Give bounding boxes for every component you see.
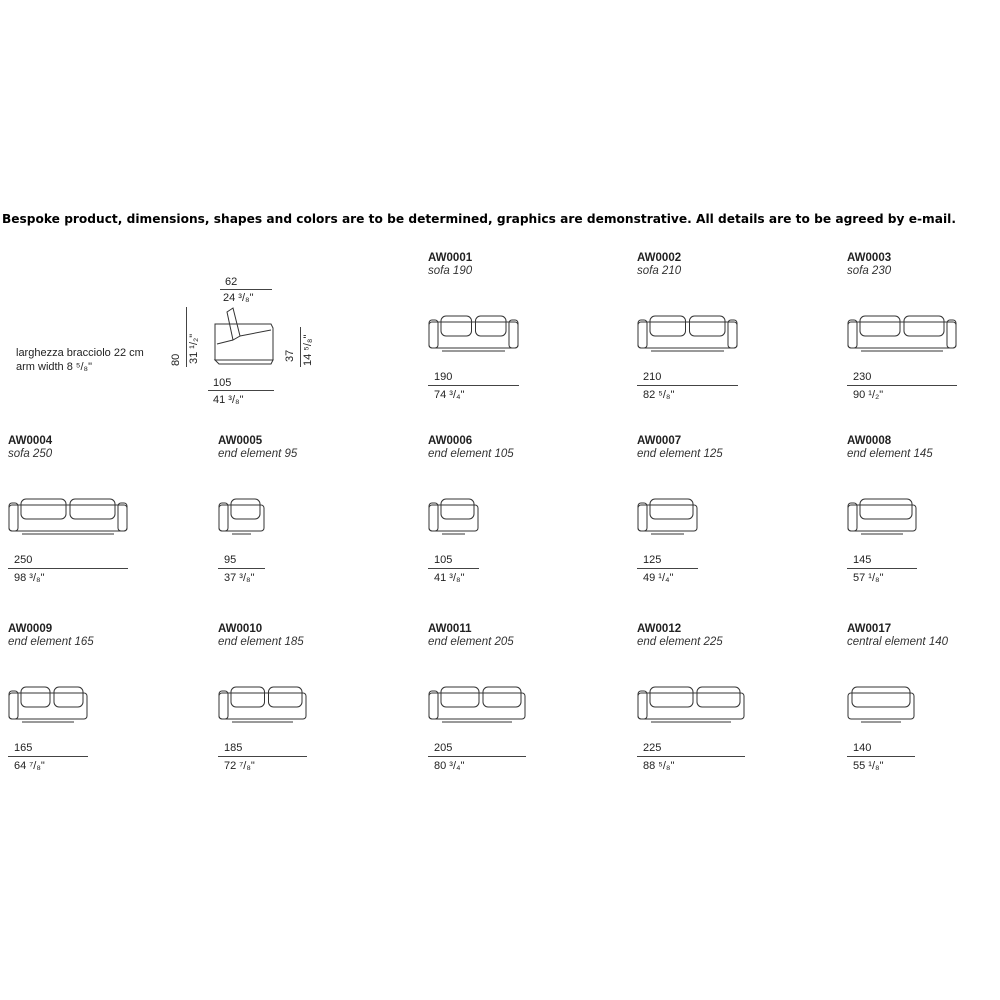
- element-code: AW0012: [637, 623, 682, 635]
- disclaimer-notice: Bespoke product, dimensions, shapes and colors are to be determined, graphics are demonstrative. All details are to be agreed by e-mail.: [2, 212, 956, 226]
- element-description: end element 205: [428, 636, 514, 648]
- element-description: end element 105: [428, 448, 514, 460]
- back-cushion: [650, 687, 693, 707]
- height-in: 31 ¹/₂": [188, 333, 200, 364]
- back-cushion: [690, 316, 726, 336]
- sofa-drawing: [428, 671, 528, 731]
- sofa-drawing: [637, 483, 700, 543]
- arm-width-en: arm width 8 ⁵/₈": [16, 361, 92, 373]
- depth-line: [220, 289, 272, 290]
- element-code: AW0003: [847, 252, 892, 264]
- width-cm: 205: [434, 742, 453, 754]
- back-cm: 105: [213, 377, 232, 389]
- element-cell: [637, 252, 837, 422]
- element-cell: [218, 435, 418, 605]
- back-cushion: [231, 687, 265, 707]
- back-cushion: [852, 687, 910, 707]
- element-cell: [847, 435, 1000, 605]
- back-cushion: [860, 499, 912, 519]
- element-code: AW0011: [428, 623, 472, 635]
- sofa-body: [848, 322, 956, 348]
- sofa-drawing: [847, 671, 917, 731]
- left-arm: [219, 691, 228, 719]
- element-code: AW0017: [847, 623, 892, 635]
- back-cushion: [860, 316, 900, 336]
- element-description: end element 225: [637, 636, 723, 648]
- element-description: end element 145: [847, 448, 933, 460]
- back-line: [208, 390, 274, 391]
- element-code: AW0009: [8, 623, 53, 635]
- left-arm: [848, 503, 857, 531]
- element-description: sofa 210: [637, 265, 682, 277]
- width-inches: 72 ⁷/₈": [224, 760, 255, 772]
- width-cm: 140: [853, 742, 872, 754]
- back-cushion: [269, 687, 303, 707]
- sofa-drawing: [8, 483, 130, 543]
- element-code: AW0008: [847, 435, 892, 447]
- element-cell: [847, 252, 1000, 422]
- width-cm: 165: [14, 742, 33, 754]
- left-arm: [638, 691, 647, 719]
- sofa-drawing: [637, 300, 740, 360]
- back-cushion: [441, 316, 472, 336]
- back-cushion: [21, 687, 50, 707]
- width-inches: 64 ⁷/₈": [14, 760, 45, 772]
- dimension-line: [847, 568, 917, 569]
- sofa-drawing: [847, 483, 919, 543]
- element-description: end element 125: [637, 448, 723, 460]
- width-inches: 82 ⁵/₈": [643, 389, 675, 401]
- back-cushion: [483, 687, 521, 707]
- element-cell: [218, 623, 418, 793]
- width-cm: 225: [643, 742, 662, 754]
- width-cm: 190: [434, 371, 453, 383]
- height-cm: 80: [170, 353, 182, 366]
- width-inches: 49 ¹/₄": [643, 572, 674, 584]
- sofa-drawing: [637, 671, 747, 731]
- element-description: end element 165: [8, 636, 94, 648]
- width-inches: 37 ³/₈": [224, 572, 255, 584]
- element-code: AW0005: [218, 435, 263, 447]
- width-cm: 210: [643, 371, 662, 383]
- back-cushion: [54, 687, 83, 707]
- element-cell: [8, 435, 208, 605]
- sofa-drawing: [218, 671, 309, 731]
- width-inches: 55 ¹/₈": [853, 760, 884, 772]
- back-cushion: [476, 316, 507, 336]
- back-cushion: [441, 687, 479, 707]
- seat-in: 14 ⁵/₈": [302, 334, 314, 366]
- back-cushion: [441, 499, 474, 519]
- width-inches: 98 ³/₈": [14, 572, 45, 584]
- right-arm: [947, 320, 956, 348]
- sofa-drawing: [428, 483, 481, 543]
- width-cm: 230: [853, 371, 872, 383]
- element-description: end element 95: [218, 448, 298, 460]
- element-code: AW0006: [428, 435, 473, 447]
- sofa-body: [9, 505, 127, 531]
- element-cell: [428, 623, 628, 793]
- element-cell: [428, 435, 628, 605]
- element-description: end element 185: [218, 636, 304, 648]
- dimension-line: [428, 568, 479, 569]
- left-arm: [638, 503, 647, 531]
- width-inches: 80 ³/₄": [434, 760, 465, 772]
- back-cushion: [650, 316, 686, 336]
- element-code: AW0002: [637, 252, 682, 264]
- side-view-drawing: [205, 300, 285, 370]
- element-cell: [637, 435, 837, 605]
- sofa-drawing: [8, 671, 90, 731]
- left-arm: [638, 320, 647, 348]
- left-arm: [429, 320, 438, 348]
- right-arm: [728, 320, 737, 348]
- element-description: sofa 230: [847, 265, 892, 277]
- element-code: AW0007: [637, 435, 682, 447]
- dimension-line: [637, 756, 745, 757]
- sofa-body: [429, 505, 478, 531]
- dimension-line: [218, 568, 265, 569]
- dimension-line: [218, 756, 307, 757]
- seat-line: [300, 327, 301, 367]
- width-inches: 41 ³/₈": [434, 572, 465, 584]
- sofa-drawing: [847, 300, 959, 360]
- width-cm: 250: [14, 554, 33, 566]
- element-description: sofa 190: [428, 265, 473, 277]
- width-cm: 105: [434, 554, 453, 566]
- width-inches: 88 ⁵/₈": [643, 760, 675, 772]
- sofa-drawing: [218, 483, 267, 543]
- width-inches: 90 ¹/₂": [853, 389, 884, 401]
- left-arm: [429, 503, 438, 531]
- left-arm: [9, 691, 18, 719]
- dimension-line: [428, 756, 526, 757]
- back-cushion: [231, 499, 260, 519]
- back-cushion: [904, 316, 944, 336]
- back-cushion: [650, 499, 693, 519]
- dimension-line: [637, 568, 698, 569]
- depth-in: 24 ³/₈": [223, 292, 254, 304]
- element-cell: [637, 623, 837, 793]
- left-arm: [429, 691, 438, 719]
- width-cm: 95: [224, 554, 237, 566]
- width-cm: 145: [853, 554, 872, 566]
- element-code: AW0001: [428, 252, 473, 264]
- dimension-line: [637, 385, 738, 386]
- back-cushion: [70, 499, 115, 519]
- element-description: central element 140: [847, 636, 949, 648]
- arm-width-it: larghezza bracciolo 22 cm: [16, 347, 144, 359]
- right-arm: [509, 320, 518, 348]
- left-arm: [9, 503, 18, 531]
- depth-cm: 62: [225, 276, 238, 288]
- right-arm: [118, 503, 127, 531]
- element-description: sofa 250: [8, 448, 53, 460]
- element-cell: [847, 623, 1000, 793]
- back-cushion: [21, 499, 66, 519]
- dimension-line: [8, 568, 128, 569]
- width-cm: 185: [224, 742, 243, 754]
- dimension-line: [847, 756, 915, 757]
- left-arm: [848, 320, 857, 348]
- back-cushion: [697, 687, 740, 707]
- back-in: 41 ³/₈": [213, 394, 244, 406]
- width-inches: 74 ³/₄": [434, 389, 465, 401]
- element-code: AW0004: [8, 435, 53, 447]
- element-cell: [8, 623, 208, 793]
- sofa-body: [848, 505, 916, 531]
- width-inches: 57 ¹/₈": [853, 572, 884, 584]
- dimension-line: [428, 385, 519, 386]
- dimension-line: [8, 756, 88, 757]
- dimension-line: [847, 385, 957, 386]
- sofa-drawing: [428, 300, 521, 360]
- element-code: AW0010: [218, 623, 263, 635]
- height-line: [186, 307, 187, 367]
- left-arm: [219, 503, 228, 531]
- sofa-body: [848, 693, 914, 719]
- element-cell: [428, 252, 628, 422]
- seat-cm: 37: [284, 349, 296, 362]
- width-cm: 125: [643, 554, 662, 566]
